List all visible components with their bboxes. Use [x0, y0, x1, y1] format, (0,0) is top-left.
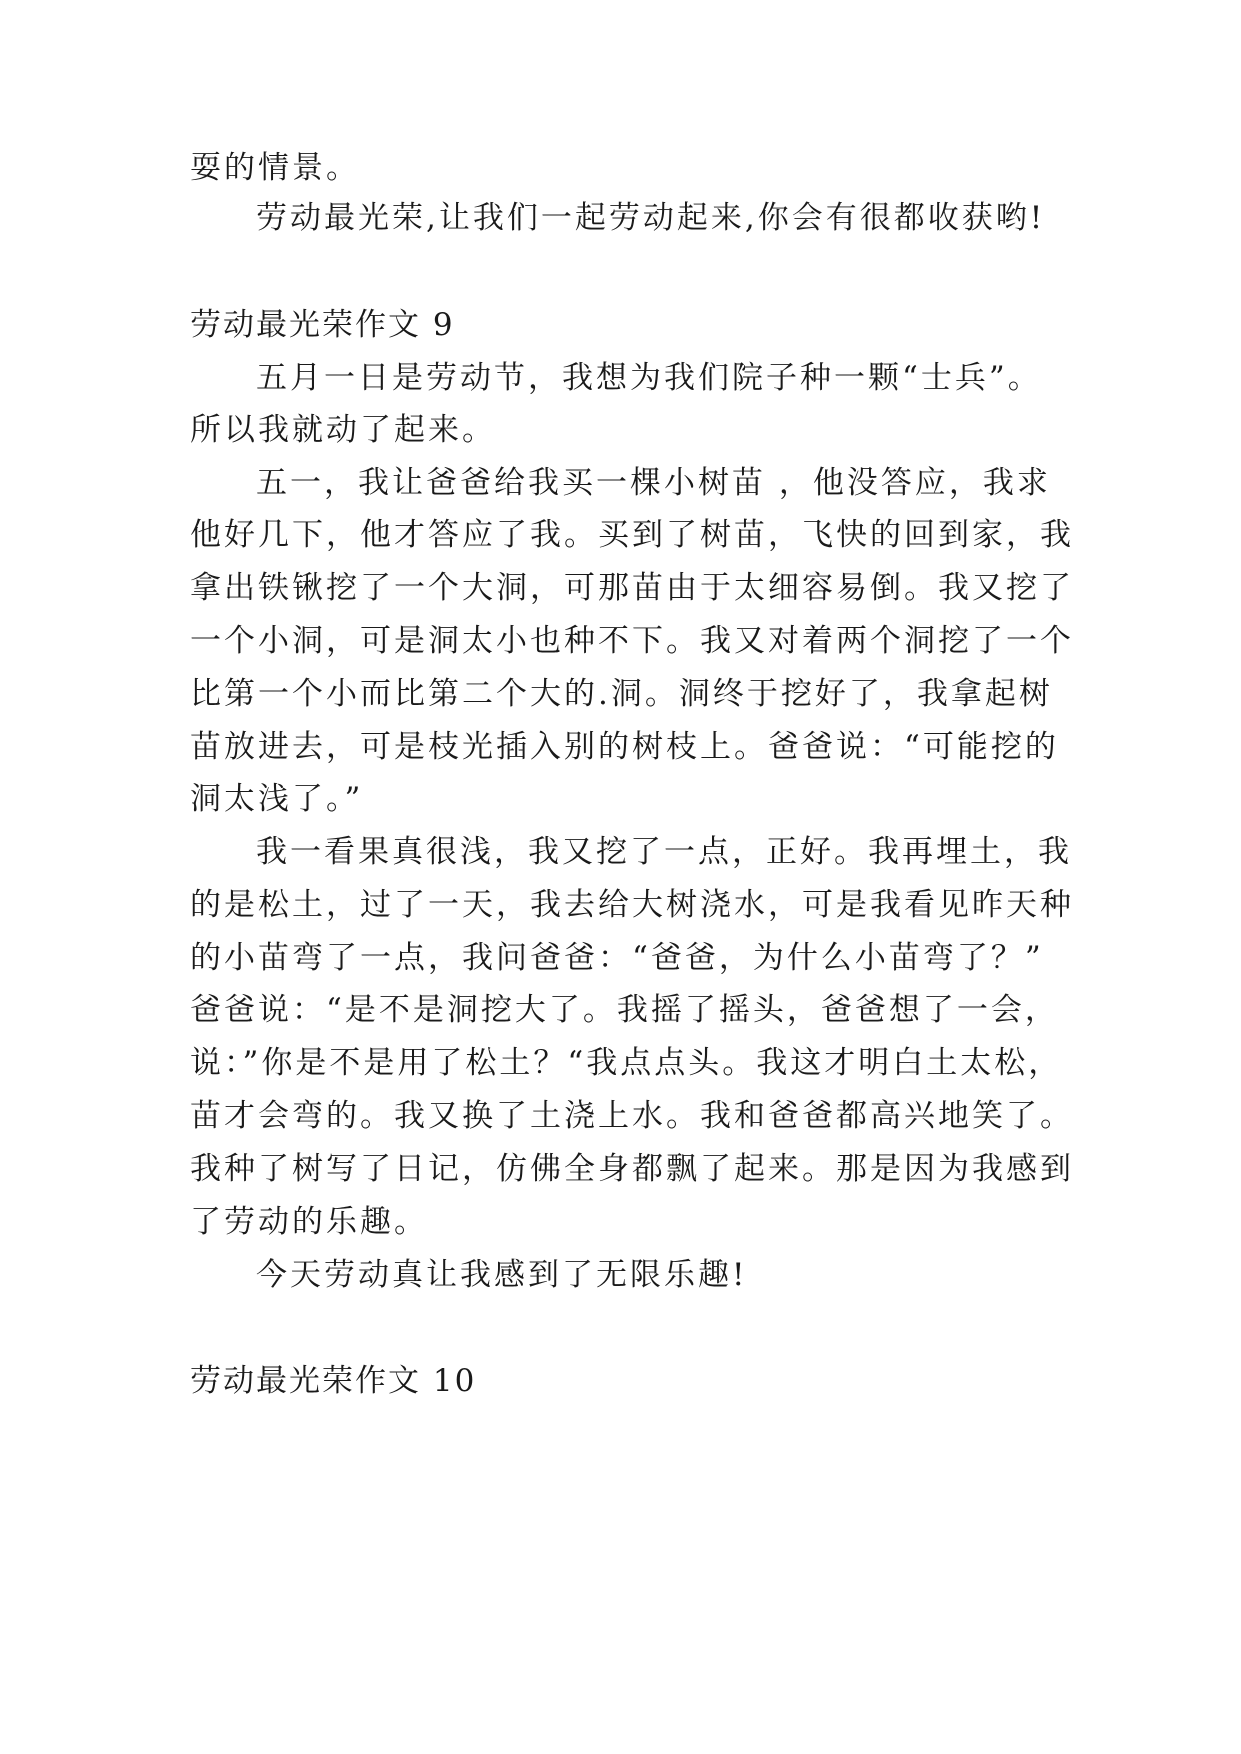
paragraph-line: 我种了树写了日记，仿佛全身都飘了起来。那是因为我感到 [190, 1151, 1074, 1187]
paragraph-line: 说：”你是不是用了松土？“我点点头。我这才明白土太松， [190, 1045, 1063, 1081]
paragraph-line: 耍的情景。 [190, 150, 360, 186]
section-heading-9: 劳动最光荣作文 9 [190, 307, 455, 343]
paragraph-line: 一个小洞，可是洞太小也种不下。我又对着两个洞挖了一个 [190, 623, 1074, 659]
paragraph-line: 今天劳动真让我感到了无限乐趣! [256, 1257, 748, 1293]
paragraph-line: 洞太浅了。” [190, 781, 364, 817]
paragraph-line: 的是松土，过了一天，我去给大树浇水，可是我看见昨天种 [190, 887, 1074, 923]
paragraph-line: 苗才会弯的。我又换了土浇上水。我和爸爸都高兴地笑了。 [190, 1098, 1074, 1134]
paragraph-line: 他好几下，他才答应了我。买到了树苗，飞快的回到家，我 [190, 517, 1074, 553]
paragraph-line: 拿出铁锹挖了一个大洞，可那苗由于太细容易倒。我又挖了 [190, 570, 1074, 606]
section-heading-10: 劳动最光荣作文 10 [190, 1363, 477, 1399]
paragraph-line: 我一看果真很浅，我又挖了一点，正好。我再埋土，我 [256, 834, 1072, 870]
paragraph-line: 爸爸说：“是不是洞挖大了。我摇了摇头，爸爸想了一会， [190, 992, 1059, 1028]
paragraph-line: 所以我就动了起来。 [190, 412, 496, 448]
closing-paragraph: 劳动最光荣,让我们一起劳动起来,你会有很都收获哟! [256, 200, 1046, 236]
paragraph-line: 五一，我让爸爸给我买一棵小树苗 ，他没答应，我求 [256, 465, 1051, 501]
paragraph-line: 苗放进去，可是枝光插入别的树枝上。爸爸说：“可能挖的 [190, 729, 1059, 765]
paragraph-line: 了劳动的乐趣。 [190, 1204, 428, 1240]
paragraph-line: 五月一日是劳动节，我想为我们院子种一颗“士兵”。 [256, 360, 1042, 396]
paragraph-line: 比第一个小而比第二个大的.洞。洞终于挖好了，我拿起树 [190, 676, 1053, 712]
paragraph-line: 的小苗弯了一点，我问爸爸：“爸爸，为什么小苗弯了？” [190, 940, 1044, 976]
